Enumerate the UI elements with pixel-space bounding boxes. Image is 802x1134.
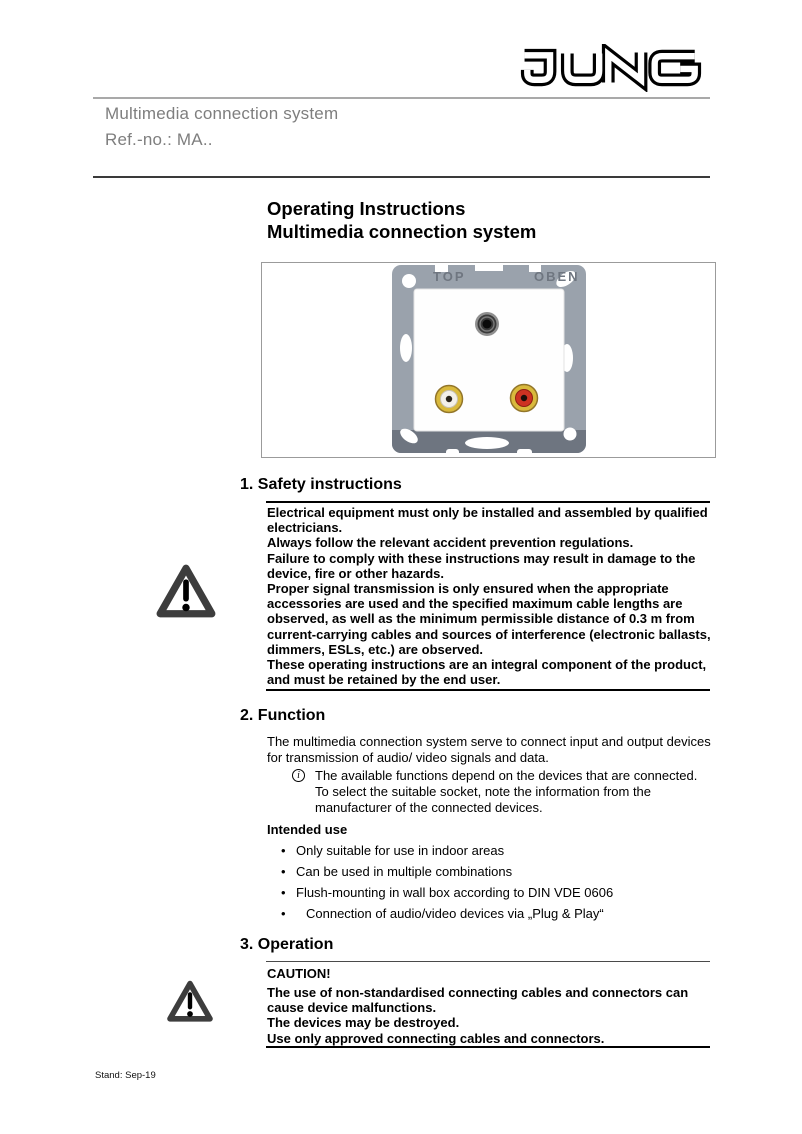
socket-insert xyxy=(414,289,564,431)
safety-text-block xyxy=(267,505,714,687)
header-top-rule xyxy=(93,97,710,99)
safety-paragraph: Failure to comply with these instructions may result in damage to the device, fire or other hazards. xyxy=(267,550,696,581)
intended-use-heading: Intended use xyxy=(267,822,348,837)
header-ref-no: Ref.-no.: MA.. xyxy=(105,130,213,149)
bullet-icon: • xyxy=(281,864,286,879)
safety-top-rule xyxy=(266,501,710,503)
operation-text-block xyxy=(267,985,714,1046)
safety-paragraph: Always follow the relevant accident prevention regulations. xyxy=(267,535,634,551)
rca-white xyxy=(436,386,463,413)
safety-bottom-rule xyxy=(266,689,710,691)
product-image-frame xyxy=(261,262,716,458)
warning-triangle-icon xyxy=(166,975,214,1034)
bullet-item xyxy=(281,885,613,901)
operation-paragraph: The devices may be destroyed. xyxy=(267,1015,460,1031)
title-line-1: Operating Instructions xyxy=(267,198,466,219)
header-bottom-rule xyxy=(93,176,710,178)
operation-bottom-rule xyxy=(266,1046,710,1048)
bullet-icon: • xyxy=(281,843,286,858)
bullet-item xyxy=(281,864,512,880)
jung-logo xyxy=(520,44,702,92)
info-icon: i xyxy=(292,769,305,782)
rca-red xyxy=(511,385,538,412)
socket-plate-image xyxy=(389,264,589,456)
bullet-icon: • xyxy=(281,906,286,921)
header-block xyxy=(105,101,338,153)
bullet-text: Can be used in multiple combinations xyxy=(296,864,513,879)
bullet-icon: • xyxy=(281,885,286,900)
safety-paragraph: Electrical equipment must only be installed and assembled by qualified electricians. xyxy=(267,505,708,536)
bullet-text: Flush-mounting in wall box according to DIN VDE 0606 xyxy=(296,885,614,900)
jack-3-5mm xyxy=(475,312,499,336)
operation-top-rule xyxy=(266,961,710,962)
safety-paragraph: Proper signal transmission is only ensured when the appropriate accessories are used and the specified maximum cable lengths are observed, as well as the minimum permissible distance of 0.3 m from current-carrying cables and sources of interference (electronic ballasts, dimmers, ESLs, etc.) are observed. xyxy=(267,581,711,657)
bullet-text: Only suitable for use in indoor areas xyxy=(296,843,505,858)
section-heading-operation: 3. Operation xyxy=(240,936,334,953)
bullet-text: Connection of audio/video devices via „Plug & Play“ xyxy=(306,906,604,921)
safety-paragraph: These operating instructions are an integral component of the product, and must be retained by the end user. xyxy=(267,657,707,688)
plate-label-top: TOP xyxy=(433,269,466,284)
jung-logo-graphic xyxy=(520,44,702,92)
function-intro: The multimedia connection system serve to connect input and output devices for transmission of audio/ video signals and data. xyxy=(267,734,711,765)
info-note-text: The available functions depend on the devices that are connected. To select the suitable socket, note the information from the manufacturer of the connected devices. xyxy=(315,768,698,815)
bullet-item xyxy=(281,843,504,859)
warning-triangle-icon xyxy=(155,563,217,626)
title-line-2: Multimedia connection system xyxy=(267,221,537,242)
footer-status: Stand: Sep-19 xyxy=(95,1070,156,1081)
plate-hole xyxy=(402,274,416,288)
bullet-item xyxy=(281,906,604,922)
document-title xyxy=(267,197,536,243)
operation-paragraph: The use of non-standardised connecting cables and connectors can cause device malfunctions. xyxy=(267,985,689,1016)
info-note-row xyxy=(292,768,713,816)
section-heading-function: 2. Function xyxy=(240,707,326,724)
operation-paragraph: Use only approved connecting cables and connectors. xyxy=(267,1030,605,1046)
section-heading-safety: 1. Safety instructions xyxy=(240,476,402,493)
plate-label-oben: OBEN xyxy=(534,269,580,284)
header-product-line: Multimedia connection system xyxy=(105,104,339,123)
caution-label: CAUTION! xyxy=(267,966,331,981)
